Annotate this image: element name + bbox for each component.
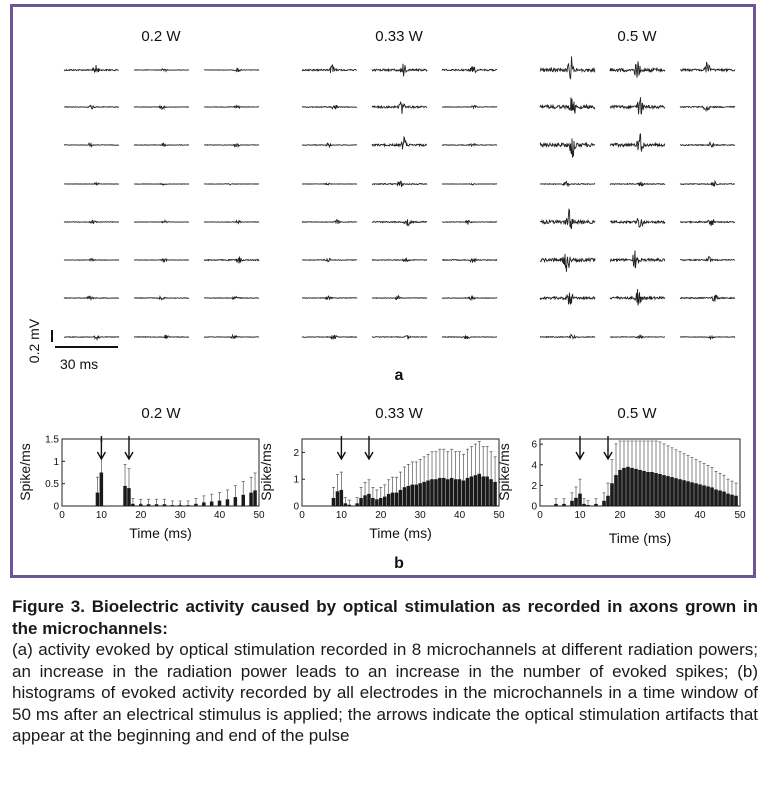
trace-ch4 [680,181,735,186]
trace-ch6 [302,259,357,262]
histogram-bar [686,481,690,506]
trace-ch5 [442,220,497,224]
histogram-bar [399,490,403,506]
trace-ch4 [134,183,189,185]
histogram-bar [96,493,100,506]
histogram-bar [670,477,674,506]
histogram-bar [690,482,694,506]
histogram-bar [489,479,493,506]
trace-ch6 [680,257,735,262]
histogram-bar [682,480,686,506]
histogram-x-axis-label: Time (ms) [129,525,192,541]
trace-ch3 [610,134,665,152]
trace-ch8 [680,336,735,339]
trace-ch5 [540,209,595,229]
trace-ch1 [680,62,735,72]
histogram-bar [375,499,379,506]
histogram-x-tick-label: 10 [335,510,347,521]
trace-ch8 [610,335,665,339]
trace-ch1 [204,68,259,72]
trace-ch6 [442,259,497,263]
histogram-bar [485,477,489,507]
trace-ch2 [204,106,259,108]
histogram-bar [415,485,419,506]
histogram-bar [234,497,238,506]
histogram-bar [131,504,135,506]
histogram-bar [698,484,702,506]
histogram-bar [714,490,718,507]
histogram-bar [734,496,738,506]
histogram-bar [634,469,638,506]
histogram-bar [426,481,430,507]
histogram-y-tick-label: 1 [293,474,299,486]
histogram-bar [722,492,726,506]
histogram-bar [446,479,450,506]
histogram-bar [582,504,586,506]
histogram-x-tick-label: 50 [734,510,746,521]
histogram-bar [646,472,650,506]
trace-ch7 [540,293,595,305]
histogram-x-axis-label: Time (ms) [369,525,432,541]
histogram-bar [654,473,658,506]
histogram-bar [418,483,422,506]
histogram-bar [570,501,574,506]
histogram-bar [610,483,614,506]
histogram-bar [678,479,682,506]
histogram-y-tick-label: 1 [53,456,59,468]
histogram-bar [403,487,407,506]
trace-ch8 [302,335,357,339]
histogram-bar [458,479,462,506]
histogram-bar [666,476,670,506]
figure-caption [12,596,758,747]
histogram-bar [630,468,634,506]
trace-ch2 [64,105,119,109]
trace-ch8 [442,335,497,339]
histogram-bar [332,498,336,506]
histogram-x-tick-label: 40 [454,510,466,521]
histogram-bar [186,505,190,506]
histogram-bar [123,486,127,506]
trace-ch7 [204,297,259,299]
trace-ch6 [134,259,189,262]
scale-bar-time-label: 30 ms [60,356,99,372]
histogram-y-tick-label: 0.5 [45,479,59,491]
histogram-y-tick-label: 0 [531,501,537,513]
histogram-title: 0.2 W [141,405,181,422]
trace-ch7 [302,296,357,300]
trace-ch7 [680,295,735,302]
histogram-bar [226,499,230,506]
histogram-bar [348,505,352,506]
trace-ch7 [610,289,665,305]
histogram-bar [163,504,167,506]
histogram-bar [730,495,734,506]
histogram-bar [618,470,622,506]
caption-text: (a) activity evoked by optical stimulation recorded in 8 microchannels at different radiation powers; an increase in the radiation power leads to an increase in the number of evoked spikes; (b) histograms of evoked activity recorded by all electrodes in the microchannels in a time window of 50 ms after an electrical stimulus is applied; the arrows indicate the optical stimulation artifacts that appear at the beginning and end of the pulse [12,640,758,745]
trace-ch5 [372,219,427,226]
histogram-axes-box [62,439,259,506]
histogram-x-tick-label: 0 [537,510,543,521]
trace-ch1 [64,65,119,72]
trace-ch2 [134,106,189,109]
histogram-x-axis-label: Time (ms) [608,530,672,546]
trace-ch4 [302,183,357,185]
trace-ch5 [610,218,665,227]
histogram-y-tick-label: 6 [531,439,537,451]
histogram-bar [355,503,359,506]
trace-ch8 [372,336,427,340]
histogram-bar [383,497,387,506]
trace-ch2 [442,105,497,108]
histogram-bar [470,477,474,507]
trace-ch4 [204,184,259,185]
histogram-bar [442,478,446,506]
histogram-bar [474,475,478,506]
trace-ch2 [540,97,595,113]
histogram-bar [253,490,256,506]
trace-ch8 [540,334,595,338]
histogram-bar [650,472,654,506]
histogram-bar [478,474,482,506]
histogram-y-tick-label: 0 [53,501,59,513]
trace-ch3 [302,143,357,147]
trace-ch7 [64,296,119,300]
trace-ch3 [442,144,497,146]
histogram-x-tick-label: 20 [135,510,147,521]
histogram-bar [367,494,371,506]
trace-ch8 [204,335,259,339]
trace-ch4 [610,182,665,186]
histogram-bar [562,504,566,506]
trace-ch6 [64,259,119,261]
histogram-y-tick-label: 4 [531,460,537,472]
trace-ch3 [134,143,189,147]
trace-ch7 [372,296,427,300]
histogram-bar [147,504,151,506]
histogram-bar [336,491,340,506]
histogram-y-tick-label: 2 [531,480,537,492]
histogram-bar [710,487,714,506]
histogram-bar [622,468,626,506]
histogram-bar [155,504,159,506]
trace-ch8 [64,336,119,339]
histogram-bar [127,488,131,506]
histogram-x-tick-label: 40 [694,510,706,521]
trace-ch4 [540,182,595,187]
histogram-y-tick-label: 1.5 [45,434,59,446]
histogram-bar [202,502,206,506]
trace-ch5 [64,220,119,224]
histogram-x-tick-label: 20 [375,510,387,521]
trace-ch2 [302,105,357,109]
histogram-y-axis-label: Spike/ms [17,443,33,501]
histogram-title: 0.33 W [375,405,423,422]
histogram-bar [662,475,666,506]
trace-ch3 [64,143,119,146]
trace-ch1 [540,56,595,79]
trace-ch6 [372,259,427,262]
trace-ch2 [372,102,427,114]
histogram-bar [391,493,395,506]
histogram-bar [371,498,375,506]
histogram-bar [344,503,348,506]
histogram-x-tick-label: 30 [174,510,186,521]
trace-ch3 [680,142,735,147]
caption-title: Figure 3. Bioelectric activity caused by optical stimulation as recorded in axons grown in the microchannels: [12,597,758,638]
histogram-x-tick-label: 0 [59,510,65,521]
histogram-bar [606,496,610,506]
trace-ch4 [64,183,119,185]
histogram-x-tick-label: 30 [414,510,426,521]
scale-bar-voltage-label: 0.2 mV [26,318,42,364]
trace-ch3 [540,138,595,157]
panel-a-label: a [394,367,404,384]
histogram-bar [614,475,618,506]
histogram-x-tick-label: 10 [574,510,586,521]
histogram-bar [422,482,426,506]
panel-a-power-label: 0.33 W [375,28,423,45]
histogram-bar [434,479,438,506]
histogram-bar [482,477,486,507]
trace-ch4 [442,184,497,185]
histogram-x-tick-label: 20 [614,510,626,521]
trace-ch1 [302,65,357,73]
trace-ch1 [134,69,189,72]
histogram-x-tick-label: 30 [654,510,666,521]
panel-a-power-label: 0.2 W [141,28,181,45]
histogram-bar [359,498,363,506]
trace-ch3 [204,144,259,147]
histogram-bar [626,467,630,506]
histogram-bar [438,478,442,506]
histogram-bar [586,505,590,506]
histogram-bar [706,486,710,506]
histogram-bar [387,494,391,506]
histogram-x-tick-label: 0 [299,510,305,521]
trace-ch6 [540,254,595,272]
histogram-bar [242,495,246,506]
trace-ch1 [610,61,665,77]
trace-ch2 [680,106,735,110]
trace-ch1 [442,67,497,73]
histogram-bar [694,483,698,506]
trace-ch5 [134,220,189,222]
trace-ch3 [372,137,427,149]
histogram-bar [726,494,730,506]
histogram-bar [450,478,454,506]
histogram-y-tick-label: 2 [293,447,299,459]
histogram-bar [249,493,253,506]
histogram-bar [574,498,578,506]
histogram-x-tick-label: 40 [214,510,226,521]
histogram-bar [363,495,367,506]
trace-ch8 [134,335,189,339]
histogram-bar [462,481,466,507]
trace-ch6 [204,257,259,264]
trace-ch7 [134,297,189,300]
trace-ch5 [302,220,357,224]
histogram-bar [454,479,458,506]
histogram-bar [718,491,722,507]
trace-ch1 [372,64,427,77]
histogram-bar [194,504,198,506]
histogram-bar [602,501,606,506]
histogram-bar [594,504,598,506]
histogram-bar [674,478,678,506]
histogram-bar [171,505,175,506]
trace-ch2 [610,97,665,114]
trace-ch5 [204,221,259,224]
trace-ch7 [442,297,497,300]
panel-b-label: b [394,555,404,572]
histogram-bar [210,502,214,507]
histogram-bar [642,471,646,506]
histogram-bar [702,485,706,506]
trace-ch5 [680,220,735,226]
histogram-bar [411,485,415,506]
histogram-bar [430,479,434,506]
histogram-x-tick-label: 50 [493,510,505,521]
histogram-x-tick-label: 50 [253,510,265,521]
histogram-y-tick-label: 0 [293,501,299,513]
histogram-bar [100,473,104,507]
histogram-y-axis-label: Spike/ms [258,443,274,501]
histogram-y-axis-label: Spike/ms [496,443,512,501]
histogram-x-tick-label: 10 [95,510,107,521]
trace-ch6 [610,251,665,269]
histogram-bar [638,470,642,506]
histogram-title: 0.5 W [617,405,657,422]
panel-a-power-label: 0.5 W [617,28,657,45]
trace-ch4 [372,181,427,187]
histogram-bar [395,493,399,506]
histogram-bar [407,486,411,506]
histogram-bar [658,474,662,506]
histogram-bar [466,478,470,506]
histogram-bar [554,504,558,506]
